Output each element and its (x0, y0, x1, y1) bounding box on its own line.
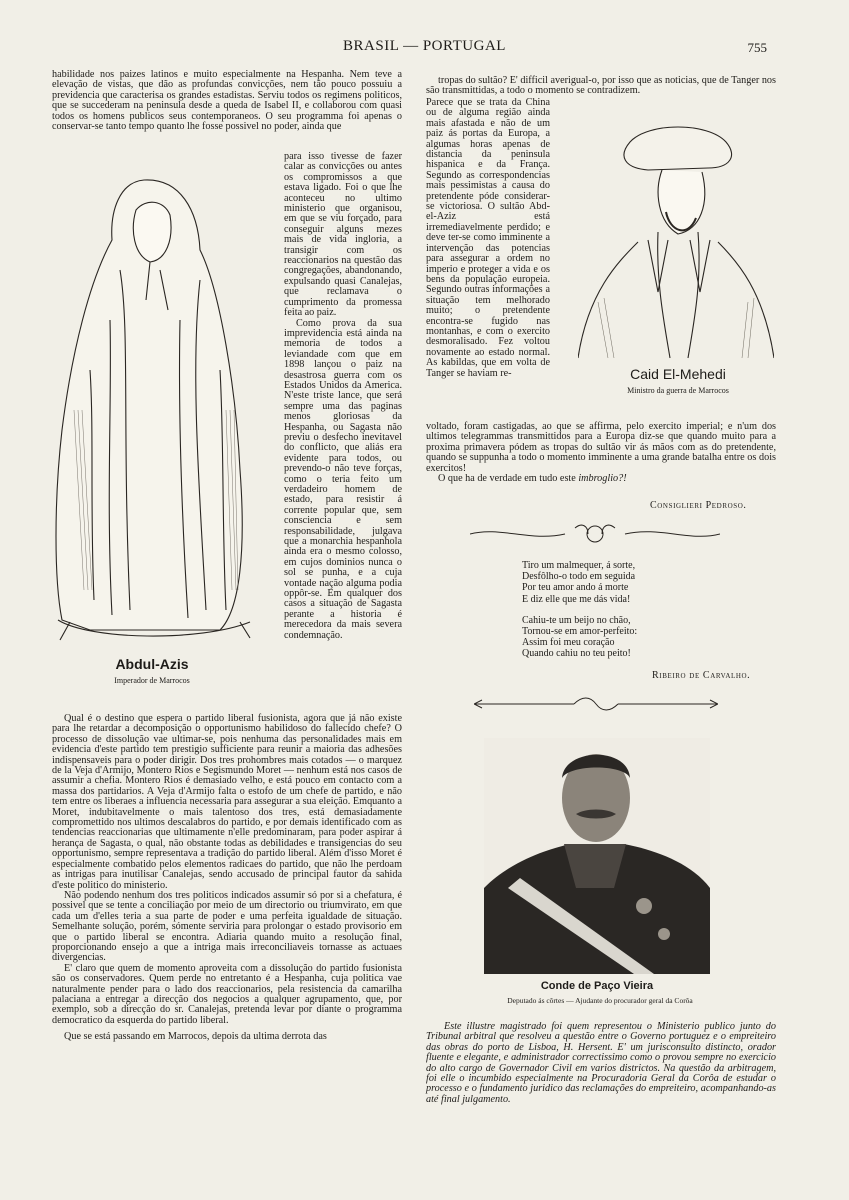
article-paragraph: Parece que se trata da China ou de alguma região ainda mais afastada e não de um paiz ás portas da Europa, a algumas horas apenas de distancia da peninsula hispanica e da França. Segundo as correspondencias mais pessimistas a causa do pretendente póde considerar-se victoriosa. O sultão Abd-el-Aziz está irremediavelmente perdido; e deve ter-se como imminente a intervenção das potencias para assegurar a ordem no imperio e proteger a vida e os bens da população europeia. Segundo outras informações a situação tem melhorado muito; o pretendente encontra-se fugido nas montanhas, e com o exercito desmoralisado. Fez voltou novamente ao estado normal. As kabildas, que em volta de Tanger se haviam re- (426, 97, 550, 379)
article-closing (426, 474, 776, 484)
left-bottom-text (52, 714, 402, 1043)
ornament-divider (474, 694, 718, 714)
poem-line: Desfôlho-o todo em seguida (522, 571, 636, 583)
running-header (0, 38, 849, 58)
signature-pedroso: Consiglieri Pedroso. (650, 500, 747, 511)
poem-line: Por teu amor ando á morte (522, 582, 629, 594)
poem-line: Tornou-se em amor-perfeito: (522, 626, 638, 638)
conde-bio (426, 1022, 776, 1105)
left-narrow-text (284, 152, 402, 641)
right-wide-text (426, 422, 776, 484)
article-paragraph: voltado, foram castigadas, ao que se affirma, pelo exercito imperial; e n'um dos ultimos telegrammas transmittidos para a Europa diz-se que quando muito para a proxima primavera pódem as tropas do sultão vir ás mãos com as do pretendente, quando se suppunha a todo o momento imminente a uma grande batalha entre os dois exercitos! (426, 421, 776, 474)
conde-name: Conde de Paço Vieira (540, 980, 654, 992)
ornament-divider (470, 522, 720, 546)
article-paragraph: Não podendo nenhum dos tres politicos indicados assumir só por si a chefatura, é possivel que se tente a conciliação por meio de um directorio ou triumvirato, em que cada um d'elles teria a sua parte de poder e uma perfeita igualdade de situação. Semelhante solução, porém, sómente serviria para prolongar o estado provisorio em que o partido liberal se encontra. Adiaria quando muito a resolução final, proporcionando ensejo a que a intriga mais irreconciliaveis tornasse as actuaes divergencias. (52, 889, 402, 964)
abdul-azis-subtitle: Imperador de Marrocos (114, 676, 190, 685)
abdul-azis-illustration (50, 170, 256, 650)
article-paragraph: habilidade nos paizes latinos e muito especialmente na Hespanha. Nem teve a elevação de vistas, que dão as profundas convicções, nem tão pouco possuiu a previdencia que caracterisa os grandes estadistas. Serviu todos os regimens politicos, que se succederam na peninsula desde a queda de Isabel II, e collaborou com quasi todos os homens publicos seus contemporaneos. O seu programma foi apenas o conservar-se tanto tempo quanto lhe fosse possivel no poder, ainda que (52, 69, 402, 133)
poem-line: Cahiu-te um beijo no chão, (522, 614, 631, 626)
article-paragraph: Que se está passando em Marrocos, depois da ultima derrota das (64, 1031, 327, 1043)
caid-subtitle: Ministro da guerra de Marrocos (627, 386, 729, 395)
article-paragraph: para isso tivesse de fazer calar as convicções ou antes os compromissos a que estava ligado. Foi o que lhe aconteceu no ultimo ministerio que organisou, em que se viu forçado, para conseguir alguns mezes mais de vida ingloria, a transigir com os reaccionarios na questão das congregações, abandonando, expulsando quasi Canalejas, que reclamava o cumprimento da promessa feita ao paiz. (284, 151, 402, 319)
article-paragraph: Qual é o destino que espera o partido liberal fusionista, agora que já não existe para lhe retardar a decomposição o opportunismo habilidoso do fallecido chefe? O processo de dissolução vae ultimar-se, pois nenhuma das personalidades mais em evidencia d'este partido tem prestigio sufficiente para reunir a maioria das adhesões indispensaveis para o poder dirigir. Dos tres prohombres mais cotados — o marquez de la Veja d'Armijo, Montero Rios e Segismundo Moret — nenhum está nos casos de assumir a chefia. Montero Rios é demasiado velho, e está pouco em contacto com a massa dos partidarios. A Veja d'Armijo falta o estofo de um chefe de partido, e não tem entre os liberaes a influencia necessaria para assegurar a sua eleição. Emquanto a Moret, indubitavelmente o mais talentoso dos tres, está demasiadamente compromettido nos ultimos descalabros do partido, e por demais identificado com as tendencias reaccionarias que ultimamente n'elle predominaram, para poder aspirar á herança de Sagasta, o qual, não obstante todas as debilidades e transigencias do seu opportunismo, sempre representava a tradição do partido liberal. Além d'isso Moret é especialmente combatido pelos elementos radicaes do partido, que não lhe perdoam as intrigas para inutilisar Canalejas, sendo accusado de principal fautor da sahida d'este politico do ministerio. (52, 713, 402, 891)
page-number: 755 (747, 40, 767, 55)
article-paragraph: Como prova da sua imprevidencia está ainda na memoria de todos a leviandade com que em 1898 lançou o paiz na desastrosa guerra com os Estados Unidos da America. N'este triste lance, que será sempre uma das paginas menos gloriosas da Hespanha, ou Sagasta não previu o desfecho inevitavel do conflicto, que aliás era evidente para todos, ou prevendo-o não teve forças, como o teria feito um verdadeiro homem de estado, para resistir á corrente popular que, sem consciencia e sem responsabilidade, julgava que a monarchia hespanhola ainda era o mesmo colosso, em cujos dominios nunca o sol se punha, e a cuja vontade nação alguma podia oppôr-se. Em qualquer dos casos a situação de Sagasta perante a historia é merecedora da mais severa condemnação. (284, 317, 402, 641)
poem-line: Quando cahiu no teu peito! (522, 648, 631, 660)
poem (522, 560, 637, 660)
conde-subtitle: Deputado ás côrtes — Ajudante do procurador geral da Corôa (507, 996, 693, 1005)
caid-name: Caid El-Mehedi (630, 366, 726, 382)
closing-text: O que ha de verdade em tudo este (438, 473, 579, 485)
poem-line: Assim foi meu coração (522, 637, 615, 649)
conde-portrait-photo (484, 738, 710, 974)
left-top-text (52, 70, 402, 132)
closing-italic: imbroglio?! (578, 473, 627, 485)
abdul-azis-name: Abdul-Azis (115, 656, 189, 672)
article-paragraph: tropas do sultão? E' difficil averigual-o, por isso que as noticias, que de Tanger nos são transmittidas, a todo o momento se contradizem. (426, 75, 776, 97)
journal-title: BRASIL — PORTUGAL (343, 38, 506, 54)
caid-el-mehedi-illustration (578, 122, 774, 360)
poem-line: E diz elle que me dás vida! (522, 593, 631, 605)
poem-line: Tiro um malmequer, á sorte, (522, 560, 636, 571)
article-paragraph: E' claro que quem de momento aproveita com a dissolução do partido fusionista são os conservadores. Quem perde no entretanto é a Hespanha, cuja politica vae naturalmente pender para o lado dos reaccionarios, pela resistencia da camarilha palaciana a entregar a direcção dos negocios a qualquer agrupamento, que, por exemplo, sob a direcção do sr. Canalejas, pretenda levar por diante o programma democratico da esquerda do partido liberal. (52, 962, 402, 1026)
bio-paragraph: Este illustre magistrado foi quem representou o Ministerio publico junto do Tribunal arbitral que resolveu a questão entre o Governo portuguez e o empreiteiro das obras do porto de Lisboa, H. Hersent. E' um jurisconsulto distincto, orador fluente e elegante, e administrador correctissimo como o provou sempre no exercicio do alto cargo de Governador Civil em varios districtos. Na questão da arbitragem, foi elle o incumbido especialmente na Procuradoria Geral da Corôa de estudar o processo e o fundamento juridico das reclamações do empreiteiro, acompanhando-as até final julgamento. (426, 1021, 776, 1105)
signature-carvalho: Ribeiro de Carvalho. (652, 670, 751, 681)
right-top-text (426, 76, 776, 97)
right-narrow-text (426, 98, 550, 379)
